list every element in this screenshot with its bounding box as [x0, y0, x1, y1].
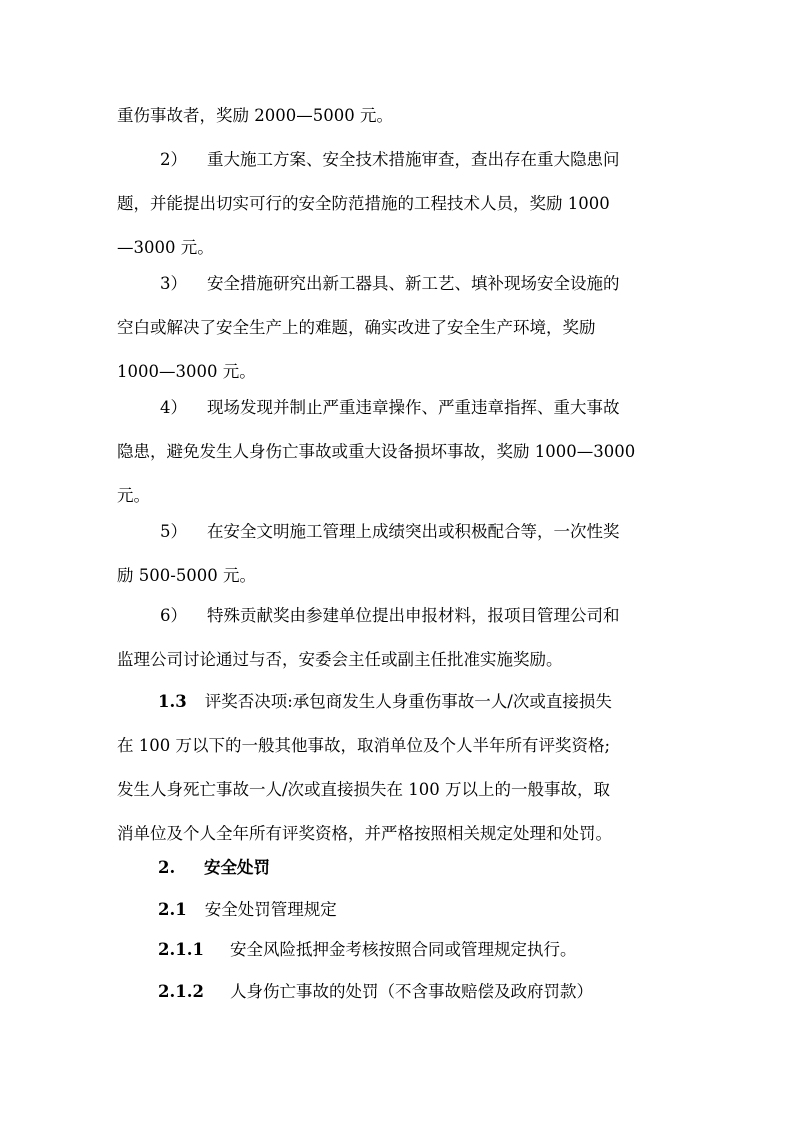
text-line: 重大施工方案、安全技术措施审查，查出存在重大隐患问 [207, 150, 620, 169]
section-title: 安全风险抵押金考核按照合同或管理规定执行。 [229, 940, 577, 959]
heading-2-1-1 [117, 928, 676, 972]
text-line: 监理公司讨论通过与否，安委会主任或副主任批准实施奖励。 [117, 650, 563, 669]
section-number: 1.3 [158, 692, 187, 711]
paragraph-item-2 [117, 138, 676, 270]
section-number: 2.1.1 [158, 940, 204, 959]
text-line: 安全措施研究出新工器具、新工艺、填补现场安全设施的 [207, 274, 620, 293]
section-title: 安全处罚管理规定 [204, 900, 337, 919]
item-number: 3） [160, 274, 187, 293]
section-title: 安全处罚 [204, 858, 270, 877]
text-line: —3000 元。 [117, 238, 214, 257]
text-line: 空白或解决了安全生产上的难题，确实改进了安全生产环境，奖励 [117, 318, 596, 337]
heading-2-1-2 [117, 970, 676, 1014]
paragraph-1-3 [117, 680, 676, 856]
section-title: 人身伤亡事故的处罚（不含事故赔偿及政府罚款） [229, 982, 593, 1001]
text-line: 1000—3000 元。 [117, 362, 256, 381]
text-line: 重伤事故者，奖励 2000—5000 元。 [117, 106, 393, 125]
item-number: 5） [160, 522, 187, 541]
heading-2 [117, 846, 676, 890]
text-line: 题，并能提出切实可行的安全防范措施的工程技术人员，奖励 1000 [117, 194, 610, 213]
paragraph-item-4 [117, 386, 676, 518]
text-line: 发生人身死亡事故一人/次或直接损失在 100 万以上的一般事故，取 [117, 780, 611, 799]
text-line: 评奖否决项:承包商发生人身重伤事故一人/次或直接损失 [204, 692, 612, 711]
section-number: 2. [158, 858, 176, 877]
text-line: 消单位及个人全年所有评奖资格，并严格按照相关规定处理和处罚。 [117, 824, 612, 843]
text-line: 隐患，避免发生人身伤亡事故或重大设备损坏事故，奖励 1000—3000 [117, 442, 636, 461]
text-line: 元。 [117, 486, 150, 505]
paragraph-item-3 [117, 262, 676, 394]
text-line: 在安全文明施工管理上成绩突出或积极配合等，一次性奖 [207, 522, 620, 541]
section-number: 2.1 [158, 900, 187, 919]
text-line: 特殊贡献奖由参建单位提出申报材料，报项目管理公司和 [207, 606, 620, 625]
heading-2-1 [117, 888, 676, 932]
section-number: 2.1.2 [158, 982, 204, 1001]
item-number: 4） [160, 398, 187, 417]
text-line: 励 500-5000 元。 [117, 566, 257, 585]
text-line: 现场发现并制止严重违章操作、严重违章指挥、重大事故 [207, 398, 620, 417]
paragraph-item-6 [117, 594, 676, 682]
item-number: 6） [160, 606, 187, 625]
text-line: 在 100 万以下的一般其他事故，取消单位及个人半年所有评奖资格; [117, 736, 611, 755]
paragraph-continuation [117, 94, 676, 138]
item-number: 2） [160, 150, 187, 169]
paragraph-item-5 [117, 510, 676, 598]
